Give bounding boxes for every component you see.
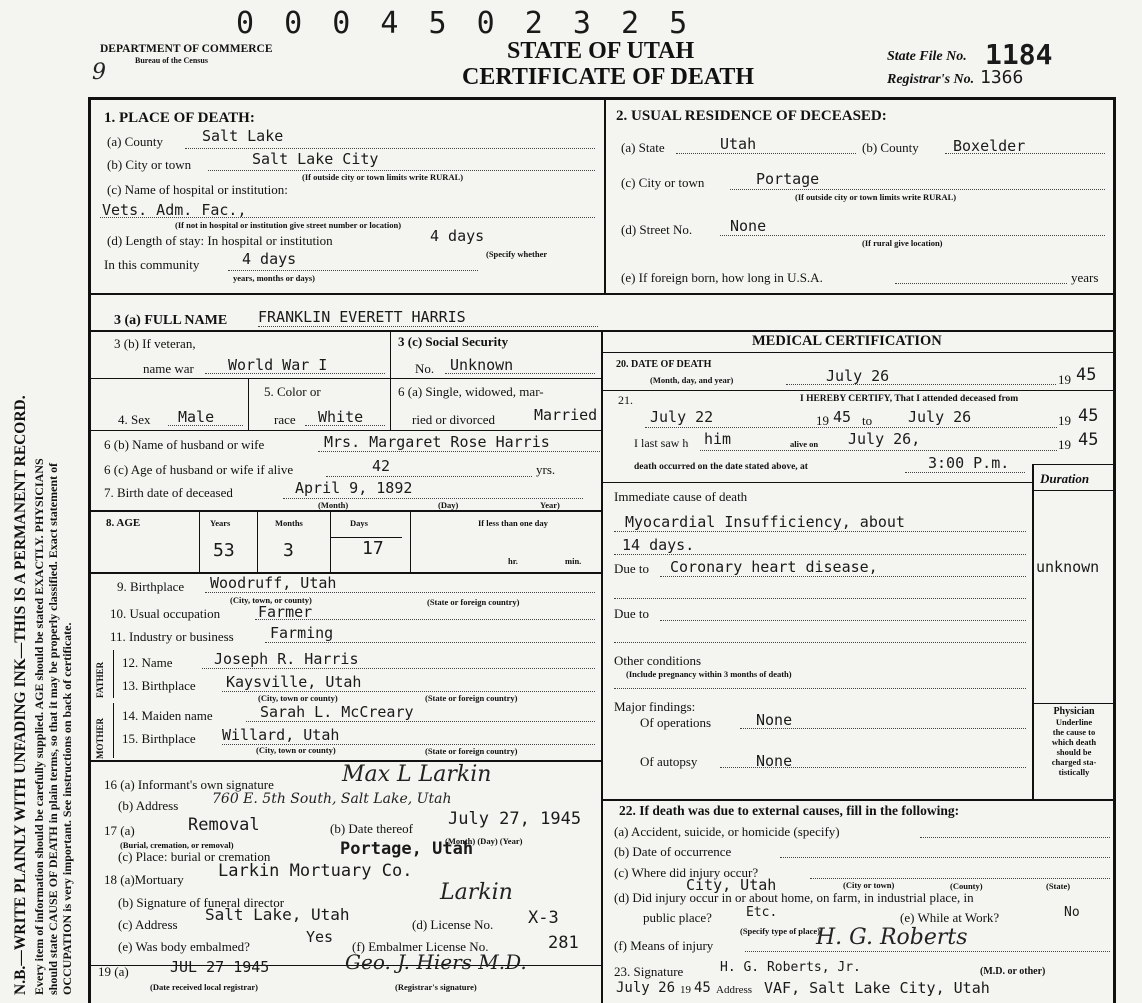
grid-row-sex	[88, 430, 602, 431]
other-line	[614, 688, 1026, 689]
fd-addr: Salt Lake, Utah	[205, 905, 350, 924]
birth-month-note: (Month)	[318, 500, 349, 510]
fd-addr-label: (c) Address	[118, 917, 178, 932]
license-label: (d) License No.	[412, 917, 494, 932]
min: min.	[565, 556, 582, 566]
ss: Unknown	[450, 356, 514, 374]
years-head: Years	[210, 518, 231, 528]
seen-line	[700, 450, 1057, 451]
physician-print: H. G. Roberts, Jr.	[720, 960, 861, 975]
war: World War I	[228, 356, 328, 374]
embalmer-lic-label: (f) Embalmer License No.	[352, 939, 489, 954]
spouse-age: 42	[372, 457, 391, 475]
occupation: Farmer	[258, 603, 313, 621]
res-foreign-line	[895, 283, 1067, 284]
embalmed: Yes	[306, 928, 334, 946]
mother-ct-note: (City, town or county)	[256, 745, 336, 755]
file-no: 1184	[985, 38, 1053, 71]
seen-date: July 26,	[848, 430, 921, 448]
community-label: In this community	[104, 257, 200, 272]
embalmed-label: (e) Was body embalmed?	[118, 939, 250, 954]
grid-age-4	[410, 511, 411, 573]
physician-note	[1036, 707, 1112, 777]
grid-age-2	[257, 511, 258, 573]
community: 4 days	[242, 250, 297, 268]
major-label: Major findings:	[614, 699, 696, 714]
ext-f-label: (f) Means of injury	[614, 938, 714, 953]
other-note: (Include pregnancy within 3 months of death)	[626, 669, 792, 679]
stay-note: (Specify whether	[486, 249, 548, 259]
grid-age-top	[88, 510, 602, 512]
physician-signature: H. G. Roberts	[816, 925, 968, 950]
sig-date: July 26	[616, 980, 676, 996]
full-name: FRANKLIN EVERETT HARRIS	[258, 308, 466, 326]
to-label: to	[862, 413, 873, 428]
autopsy-label: Of autopsy	[640, 754, 698, 769]
seen-year: 45	[1078, 430, 1099, 450]
hospital-line	[100, 217, 595, 218]
att-to-prefix: 19	[1058, 413, 1071, 428]
state-title: STATE OF UTAH	[507, 38, 695, 64]
phys-note-2: the cause to	[1052, 727, 1096, 737]
age-months: 3	[283, 540, 294, 561]
immediate-line	[614, 531, 1026, 532]
father-bp: Kaysville, Utah	[226, 673, 362, 691]
burial-date: July 27, 1945	[448, 809, 582, 829]
father-vertical: FATHER	[95, 661, 105, 698]
immediate-cause: Myocardial Insufficiency, about	[625, 513, 905, 531]
informant-sig-label: 16 (a) Informant's own signature	[104, 777, 274, 792]
hospital-label: (c) Name of hospital or institution:	[107, 182, 288, 197]
time-of-death: 3:00 P.m.	[928, 454, 1010, 472]
marital: Married	[534, 406, 598, 424]
grid-color-marital	[390, 331, 391, 431]
sex: Male	[178, 408, 215, 426]
corner-mark: 9	[92, 60, 106, 85]
father-name: Joseph R. Harris	[214, 650, 359, 668]
res-county-label: (b) County	[862, 140, 919, 155]
father-bracket-line	[113, 650, 114, 698]
margin-instructions	[8, 40, 78, 1000]
frame-right	[1113, 97, 1116, 1003]
sig-addr: VAF, Salt Lake City, Utah	[764, 979, 990, 997]
yrs: yrs.	[536, 462, 556, 477]
hospital: Vets. Adm. Fac.,	[102, 201, 247, 219]
med-heading-line	[602, 352, 1114, 353]
ext-d-label: (d) Did injury occur in or about home, on farm, in industrial place, in	[614, 890, 974, 905]
sig-addr-label: Address	[716, 984, 753, 996]
frame-left	[88, 97, 91, 1003]
mother-bracket	[93, 703, 115, 761]
grid-age-bottom	[88, 572, 602, 574]
city-label: (b) City or town	[107, 157, 192, 172]
color-label: 5. Color or	[264, 384, 321, 399]
file-label: State File No.	[887, 49, 967, 64]
seen-label: I last saw h	[634, 436, 689, 450]
spouse-label: 6 (b) Name of husband or wife	[104, 437, 265, 452]
margin-line-1: N.B.—WRITE PLAINLY WITH UNFADING INK—THIS IS A PERMANENT RECORD.	[12, 395, 29, 995]
birthplace-note-1: (City, town, or county)	[230, 595, 312, 605]
res-county: Boxelder	[953, 137, 1026, 155]
autopsy: None	[756, 752, 793, 770]
registrar-no: 1366	[980, 67, 1024, 88]
received-note: (Date received local registrar)	[150, 982, 259, 992]
res-foreign-suffix: years	[1071, 270, 1099, 285]
death-county: Salt Lake	[202, 127, 284, 145]
divider-top-mid	[604, 98, 606, 294]
mother-bp-label: 15. Birthplace	[122, 731, 196, 746]
spouse-age-label: 6 (c) Age of husband or wife if alive	[104, 462, 294, 477]
residence-heading: 2. USUAL RESIDENCE OF DECEASED:	[616, 108, 887, 124]
mother-maiden: Sarah L. McCreary	[260, 703, 414, 721]
mother-maiden-label: 14. Maiden name	[122, 708, 213, 723]
attended-from-year: 45	[833, 408, 852, 426]
phys-note-3: which death	[1051, 737, 1097, 747]
county-label: (a) County	[107, 134, 163, 149]
informant-addr-label: (b) Address	[118, 798, 179, 813]
burial-label: 17 (a)	[104, 823, 135, 838]
ss-no-label: No.	[415, 361, 435, 376]
father-bracket	[93, 650, 115, 700]
registrar-label: Registrar's No.	[887, 72, 975, 87]
att-from-prefix: 19	[816, 413, 829, 428]
veteran-label: 3 (b) If veteran,	[114, 336, 196, 351]
md-note: (M.D. or other)	[980, 966, 1046, 977]
seen-prefix: 19	[1058, 437, 1071, 452]
birth-date: April 9, 1892	[295, 479, 413, 497]
birthplace-label: 9. Birthplace	[117, 579, 185, 594]
city-note: (If outside city or town limits write RURAL)	[302, 172, 464, 182]
industry-line	[265, 642, 595, 643]
medical-heading: MEDICAL CERTIFICATION	[752, 333, 942, 349]
department: DEPARTMENT OF COMMERCE	[100, 43, 273, 55]
father-name-label: 12. Name	[122, 655, 173, 670]
ext-c-value: City, Utah	[686, 876, 777, 894]
burial-place: Portage, Utah	[340, 839, 474, 859]
ext-e-value: No	[1064, 905, 1080, 920]
seen: him	[704, 430, 732, 448]
ext-state-note: (State)	[1046, 881, 1071, 891]
full-name-label: 3 (a) FULL NAME	[114, 313, 228, 328]
county-line	[185, 148, 595, 149]
war-label: name war	[143, 361, 194, 376]
city-line	[208, 170, 595, 171]
operations: None	[756, 711, 793, 729]
dod-year-prefix: 19	[1058, 372, 1071, 387]
attended-line	[645, 427, 1057, 428]
dod-note: (Month, day, and year)	[650, 375, 734, 385]
months-head: Months	[275, 518, 303, 528]
margin-line-4: OCCUPATION is very important. See instructions on back of certificate.	[60, 622, 74, 995]
registrar-sig-note: (Registrar's signature)	[395, 982, 477, 992]
mother-bp: Willard, Utah	[222, 726, 340, 744]
ext-c-label: (c) Where did injury occur?	[614, 865, 759, 880]
birth-year-note: Year)	[540, 500, 560, 510]
death-occurred: death occurred on the date stated above, at	[634, 462, 808, 472]
due2-label: Due to	[614, 606, 650, 621]
mother-bracket-line	[113, 703, 114, 758]
phys-box-top	[1032, 703, 1114, 704]
margin-line-2: Every item of information should be carefully supplied. AGE should be stated EXACTLY. PHYSICIANS	[32, 458, 46, 995]
time-line	[905, 472, 1025, 473]
grid-sex-color	[248, 378, 249, 430]
mother-maiden-line	[246, 721, 595, 722]
mortuary-label: 18 (a)Mortuary	[104, 872, 184, 887]
age-days: 17	[362, 538, 384, 559]
sig-date-prefix: 19	[680, 984, 691, 996]
birthplace-note-2: (State or foreign country)	[427, 597, 520, 607]
place-heading: 1. PLACE OF DEATH:	[104, 110, 255, 126]
attended-from: July 22	[650, 408, 714, 426]
full-name-line	[258, 326, 598, 327]
due1: Coronary heart disease,	[670, 558, 878, 576]
marital-label-2: ried or divorced	[412, 412, 496, 427]
duration-head-line	[1032, 490, 1114, 491]
ext-city-note: (City or town)	[843, 880, 895, 890]
ext-f-line	[745, 951, 1110, 952]
less-than-day: If less than one day	[478, 518, 548, 528]
immediate-cause-2: 14 days.	[622, 536, 695, 554]
days-head: Days	[350, 518, 368, 528]
race: White	[318, 408, 364, 426]
stay-label: (d) Length of stay: In hospital or institution	[107, 233, 333, 248]
immediate-line-2	[614, 554, 1026, 555]
spouse: Mrs. Margaret Rose Harris	[324, 433, 550, 451]
med-line-2	[602, 390, 1114, 391]
informant-sig: Max L Larkin	[342, 762, 492, 787]
due1-line-2	[614, 598, 1026, 599]
sex-label: 4. Sex	[118, 412, 151, 427]
spouse-age-line	[326, 476, 532, 477]
ext-label: 22. If death was due to external causes, fill in the following:	[619, 803, 960, 818]
dod-label: 20. DATE OF DEATH	[616, 359, 712, 370]
stay: 4 days	[430, 227, 485, 245]
birthplace-line	[205, 592, 595, 593]
father-ct-note: (City, town or county)	[258, 693, 338, 703]
sig-year: 45	[694, 980, 711, 996]
res-street-note: (If rural give location)	[862, 238, 943, 248]
mother-vertical: MOTHER	[95, 717, 105, 759]
industry: Farming	[270, 624, 334, 642]
death-city: Salt Lake City	[252, 150, 379, 168]
grid-age-3	[330, 511, 331, 573]
age-label: 8. AGE	[106, 517, 141, 529]
due2-line	[660, 620, 1026, 621]
ext-e-label: (e) While at Work?	[900, 910, 1000, 925]
phys-note-4: should be	[1056, 747, 1092, 757]
received-label: 19 (a)	[98, 964, 129, 979]
ext-b-label: (b) Date of occurrence	[614, 844, 732, 859]
res-street: None	[730, 217, 767, 235]
ext-a-line	[920, 837, 1110, 838]
cert-num: 21.	[618, 393, 633, 407]
burial-note: (Burial, cremation, or removal)	[120, 840, 234, 850]
phys-note-6: tistically	[1058, 767, 1090, 777]
father-sf-note: (State or foreign country)	[425, 693, 518, 703]
ext-county-note: (County)	[950, 881, 983, 891]
mortuary: Larkin Mortuary Co.	[218, 861, 413, 881]
hospital-note: (If not in hospital or institution give street number or location)	[175, 220, 402, 230]
due1-duration: unknown	[1036, 558, 1100, 576]
attended-to-year: 45	[1078, 406, 1099, 426]
phys-note-1: Underline	[1055, 717, 1093, 727]
res-state-line	[676, 153, 856, 154]
informant-addr: 760 E. 5th South, Salt Lake, Utah	[212, 791, 452, 807]
license: X-3	[528, 908, 559, 928]
alive-on: alive on	[790, 439, 819, 449]
form-title: CERTIFICATE OF DEATH	[462, 64, 755, 90]
res-city-note: (If outside city or town limits write RURAL)	[795, 192, 957, 202]
race-label: race	[274, 412, 296, 427]
due1-line	[660, 576, 1026, 577]
res-street-line	[720, 235, 1105, 236]
grid-3b	[88, 378, 602, 379]
res-state-label: (a) State	[621, 140, 665, 155]
burial: Removal	[188, 815, 260, 835]
ext-c-line	[810, 878, 1110, 879]
ext-top-line	[602, 799, 1114, 801]
ext-d-label-2: public place?	[643, 910, 712, 925]
dod-year: 45	[1076, 365, 1097, 385]
industry-label: 11. Industry or business	[110, 629, 234, 644]
father-bp-label: 13. Birthplace	[122, 678, 196, 693]
burial-place-label: (c) Place: burial or cremation	[118, 849, 271, 864]
birth-line	[283, 498, 583, 499]
phys-note-0: Physician	[1053, 706, 1095, 717]
serial-number: 0 0 0 4 5 0 2 3 2 5	[236, 6, 694, 41]
birth-label: 7. Birth date of deceased	[104, 485, 233, 500]
occupation-label: 10. Usual occupation	[110, 606, 221, 621]
father-name-line	[202, 668, 595, 669]
res-city-line	[730, 189, 1105, 190]
res-foreign-label: (e) If foreign born, how long in U.S.A.	[621, 270, 823, 285]
ext-a-label: (a) Accident, suicide, or homicide (specify)	[614, 824, 840, 839]
res-street-label: (d) Street No.	[621, 222, 693, 237]
bureau: Bureau of the Census	[135, 56, 208, 65]
burial-date-note: (Month) (Day) (Year)	[445, 836, 523, 846]
divider-mid	[601, 331, 603, 1003]
duration-head: Duration	[1040, 471, 1090, 486]
hr: hr.	[508, 556, 518, 566]
divider-row1	[88, 293, 1115, 295]
community-line	[228, 270, 478, 271]
mother-sf-note: (State or foreign country)	[425, 746, 518, 756]
age-years: 53	[213, 540, 235, 561]
spouse-line	[318, 451, 600, 452]
father-bp-line	[222, 691, 595, 692]
operations-label: Of operations	[640, 715, 712, 730]
margin-line-3: should state CAUSE OF DEATH in plain terms, so that it may be properly classified. Exact statement of	[46, 462, 60, 995]
burial-date-label: (b) Date thereof	[330, 821, 414, 836]
birthplace: Woodruff, Utah	[210, 574, 337, 592]
ss-label: 3 (c) Social Security	[398, 334, 509, 349]
duration-divider	[1032, 464, 1034, 799]
community-note: years, months or days)	[233, 273, 316, 283]
phys-note-5: charged sta-	[1051, 757, 1097, 767]
other-label: Other conditions	[614, 653, 702, 668]
frame-top	[88, 97, 1115, 100]
attended-to: July 26	[908, 408, 972, 426]
certify-text: I HEREBY CERTIFY, That I attended deceased from	[800, 394, 1019, 404]
grid-age-1	[199, 511, 200, 573]
sig-label: 23. Signature	[614, 964, 684, 979]
due1-label: Due to	[614, 561, 650, 576]
res-city: Portage	[756, 170, 820, 188]
ext-d-value: Etc.	[746, 905, 778, 920]
ext-b-line	[780, 857, 1110, 858]
res-city-label: (c) City or town	[621, 175, 705, 190]
registrar-sig: Geo. J. Hiers M.D.	[345, 950, 527, 974]
place-type-note: (Specify type of place)	[740, 926, 821, 936]
embalmer-lic: 281	[548, 933, 579, 953]
res-state: Utah	[720, 135, 757, 153]
received-date: JUL 27 1945	[170, 958, 270, 976]
fd-sig: Larkin	[440, 880, 513, 905]
duration-top	[1032, 464, 1114, 465]
immediate-label: Immediate cause of death	[614, 489, 748, 504]
dod: July 26	[826, 367, 890, 385]
marital-label: 6 (a) Single, widowed, mar-	[398, 384, 544, 399]
birth-day-note: (Day)	[438, 500, 459, 510]
fd-sig-label: (b) Signature of funeral director	[118, 895, 285, 910]
med-line-3	[602, 482, 1032, 483]
due2-line-2	[614, 642, 1026, 643]
